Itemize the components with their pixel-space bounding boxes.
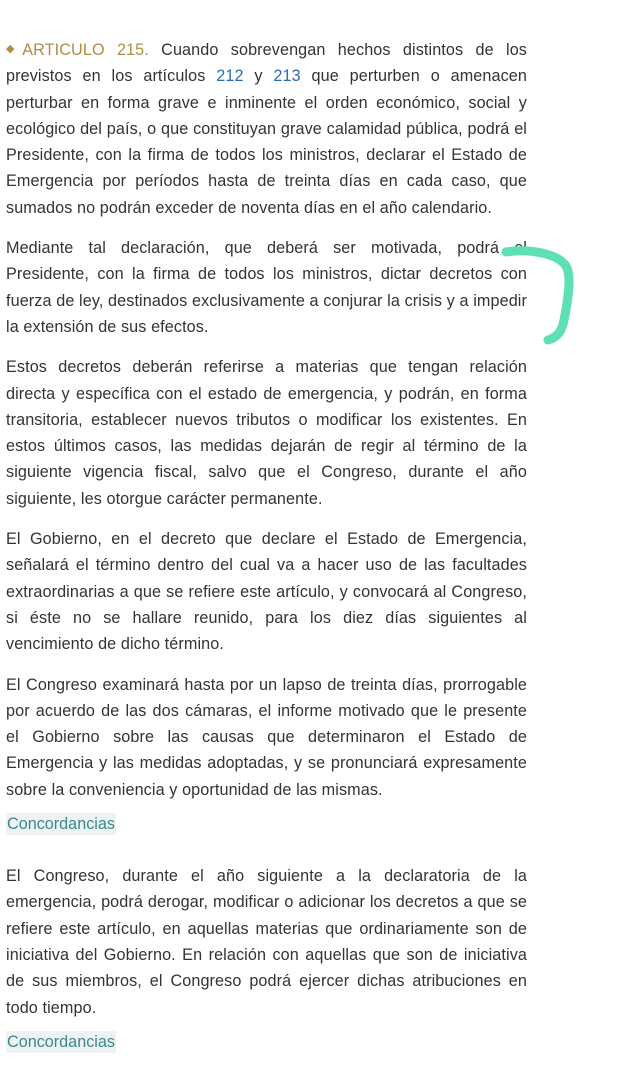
paragraph-1 [6, 37, 527, 221]
concordancias-link-2[interactable]: Concordancias [7, 1032, 115, 1051]
concordancias-link-1[interactable]: Concordancias [7, 815, 115, 834]
article-title: ARTICULO 215. [22, 41, 149, 59]
article-212-link[interactable]: 212 [216, 67, 244, 86]
concordancias-wrap-1 [6, 813, 527, 849]
paragraph-6: El Congreso, durante el año siguiente a la declaratoria de la emergencia, podrá derogar, modificar o adicionar los decretos a que se refiere este artículo, en aquellas materias que ordinariamente son de iniciativa del Gobierno. En relación con aquellas que son de iniciativa de sus miembros, el Congreso podrá ejercer dichas atribuciones en todo tiempo. [6, 867, 527, 1017]
paragraph-2: Mediante tal declaración, que deberá ser motivada, podrá el Presidente, con la firma de todos los ministros, dictar decretos con fuerza de ley, destinados exclusivamente a conjurar la crisis y a impedir la extensión de sus efectos. [6, 239, 527, 336]
paragraph-1-text-a: Cuando sobrevengan hechos distintos de los previstos en los artículos [6, 41, 528, 86]
highlight-bracket-mark [490, 240, 590, 360]
paragraph-4: El Gobierno, en el decreto que declare el Estado de Emergencia, señalará el término dentro del cual va a hacer uso de las facultades extraordinarias a que se refiere este artículo, y convocará al Congreso, si éste no se hallare reunido, para los diez días siguientes al vencimiento de dicho término. [6, 530, 527, 654]
paragraph-3: Estos decretos deberán referirse a materias que tengan relación directa y específica con el estado de emergencia, y podrán, en forma transitoria, establecer nuevos tributos o modificar los existentes. En estos últimos casos, las medidas dejarán de regir al término de la siguiente vigencia fiscal, salvo que el Congreso, durante el año siguiente, les otorgue carácter permanente. [6, 358, 527, 508]
paragraph-1-text-b: y [243, 67, 274, 86]
concordancias-wrap-2 [6, 1031, 527, 1067]
article-213-link[interactable]: 213 [273, 67, 301, 86]
bullet-icon: ◆ [6, 43, 23, 55]
article-content [6, 37, 527, 1081]
paragraph-5: El Congreso examinará hasta por un lapso de treinta días, prorrogable por acuerdo de las dos cámaras, el informe motivado que le presente el Gobierno sobre las causas que determinaron el Estado de Emergencia y las medidas adoptadas, y se pronunciará expresamente sobre la conveniencia y oportunidad de las mismas. [6, 675, 527, 799]
paragraph-1-text-c: que perturben o amenacen perturbar en forma grave e inminente el orden económico, social y ecológico del país, o que constituyan grave calamidad pública, podrá el Presidente, con la firma de todos los ministros, declarar el Estado de Emergencia por períodos hasta de treinta días en cada caso, que sumados no podrán exceder de noventa días en el año calendario. [6, 67, 528, 217]
